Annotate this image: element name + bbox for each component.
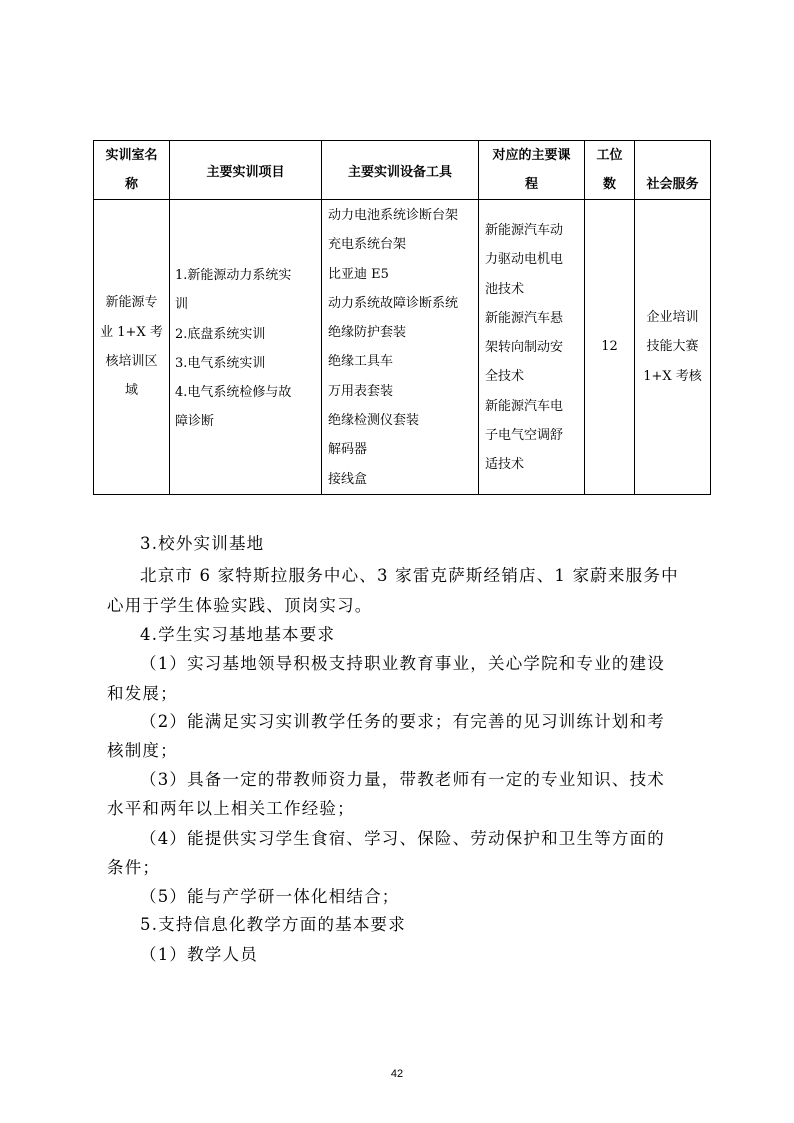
requirement-4-line1: （4）能提供实习学生食宿、学习、保险、劳动保护和卫生等方面的: [140, 829, 665, 848]
cell-projects: 1.新能源动力系统实 训 2.底盘系统实训 3.电气系统实训 4.电气系统检修与故 障诊断: [170, 200, 322, 495]
subheading-teaching-staff: （1）教学人员: [140, 945, 258, 964]
header-room-name: 实训室名 称: [94, 141, 170, 200]
header-service: 社会服务: [635, 141, 711, 200]
requirement-2-line2: 核制度；: [107, 741, 178, 760]
header-project: 主要实训项目: [170, 141, 322, 200]
training-room-table: [93, 140, 711, 495]
table-row: [94, 200, 711, 495]
cell-services: 企业培训 技能大赛 1+X 考核: [635, 200, 711, 495]
cell-equipment: 动力电池系统诊断台架 充电系统台架 比亚迪 E5 动力系统故障诊断系统 绝缘防护套装 绝缘工具车 万用表套装 绝缘检测仪套装 解码器 接线盒: [322, 200, 479, 495]
cell-room-name: 新能源专 业 1+X 考 核培训区 域: [94, 200, 170, 495]
header-course: 对应的主要课 程: [479, 141, 585, 200]
requirement-3-line1: （3）具备一定的带教师资力量，带教老师有一定的专业知识、技术: [140, 770, 665, 789]
page-number: 42: [390, 1068, 404, 1080]
requirement-1-line1: （1）实习基地领导积极支持职业教育事业，关心学院和专业的建设: [140, 654, 665, 673]
table-header-row: [94, 141, 711, 200]
cell-stations: 12: [585, 200, 635, 495]
paragraph-offcampus-line2: 心用于学生体验实践、顶岗实习。: [107, 596, 373, 615]
heading-offcampus-base: 3.校外实训基地: [140, 534, 265, 553]
heading-it-teaching-requirements: 5.支持信息化教学方面的基本要求: [140, 915, 406, 934]
requirement-4-line2: 条件；: [107, 858, 161, 877]
header-equipment: 主要实训设备工具: [322, 141, 479, 200]
header-stations: 工位 数: [585, 141, 635, 200]
requirement-1-line2: 和发展；: [107, 684, 178, 703]
paragraph-offcampus-line1: 北京市 6 家特斯拉服务中心、3 家雷克萨斯经销店、1 家蔚来服务中: [140, 566, 679, 585]
requirement-3-line2: 水平和两年以上相关工作经验；: [107, 799, 355, 818]
heading-internship-requirements: 4.学生实习基地基本要求: [140, 625, 336, 644]
cell-courses: 新能源汽车动 力驱动电机电 池技术 新能源汽车悬 架转向制动安 全技术 新能源汽车电 子电气空调舒 适技术: [479, 200, 585, 495]
requirement-2-line1: （2）能满足实习实训教学任务的要求；有完善的见习训练计划和考: [140, 712, 665, 731]
requirement-5: （5）能与产学研一体化相结合；: [140, 887, 400, 906]
